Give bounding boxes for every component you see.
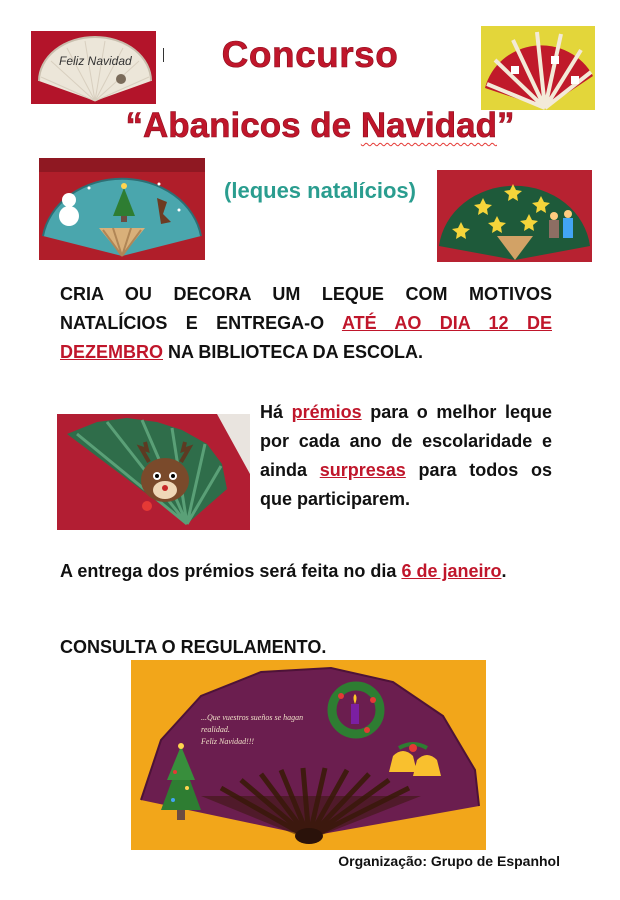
prizes-text-1: Há [260, 402, 292, 422]
prizes-text-3: para todos os que participarem. [260, 460, 553, 509]
delivery-date: 6 de janeiro [401, 561, 502, 581]
intro-text: CRIA OU DECORA UM LEQUE COM MOTIVOS NATALÍCIOS E ENTREGA-O [60, 284, 552, 333]
delivery-text: A entrega dos prémios será feita no dia [60, 561, 402, 581]
small-fan-caption: Feliz Navidad [59, 54, 132, 68]
contest-name-open: “Abanicos de [125, 106, 361, 145]
fan-message-line-1: ...Que vuestros sueños se hagan [201, 713, 304, 722]
banner-purple-fan [131, 660, 486, 850]
photo-reindeer-fan [57, 414, 250, 530]
delivery-end: . [501, 561, 507, 581]
organization-credit: Organização: Grupo de Espanhol [338, 853, 560, 869]
rules-link: CONSULTA O REGULAMENTO. [60, 637, 327, 657]
prizes-paragraph [260, 398, 552, 514]
fan-message-line-2: realidad. [201, 725, 230, 734]
deadline-highlight: ATÉ AO DIA 12 DE [341, 313, 552, 333]
prizes-text-2: para o melhor leque por cada ano de escolaridade e ainda [260, 402, 552, 480]
photo-snowman-fan [39, 158, 205, 260]
contest-name [60, 106, 580, 146]
photo-stars-fan [437, 170, 592, 262]
contest-name-close: ” [496, 106, 515, 145]
contest-name-navidad: Navidad [360, 106, 497, 145]
fan-message-line-3: Feliz Navidad!!! [201, 737, 255, 746]
contest-subtitle: (leques natalícios) [224, 178, 416, 203]
surprises-highlight: surpresas [319, 460, 406, 480]
contest-title: Concurso [221, 34, 399, 75]
intro-paragraph [60, 280, 552, 367]
intro-text-end: NA BIBLIOTECA DA ESCOLA. [163, 342, 423, 362]
delivery-paragraph [60, 557, 580, 586]
deadline-month: DEZEMBRO [60, 342, 163, 362]
prizes-highlight: prémios [291, 402, 362, 422]
